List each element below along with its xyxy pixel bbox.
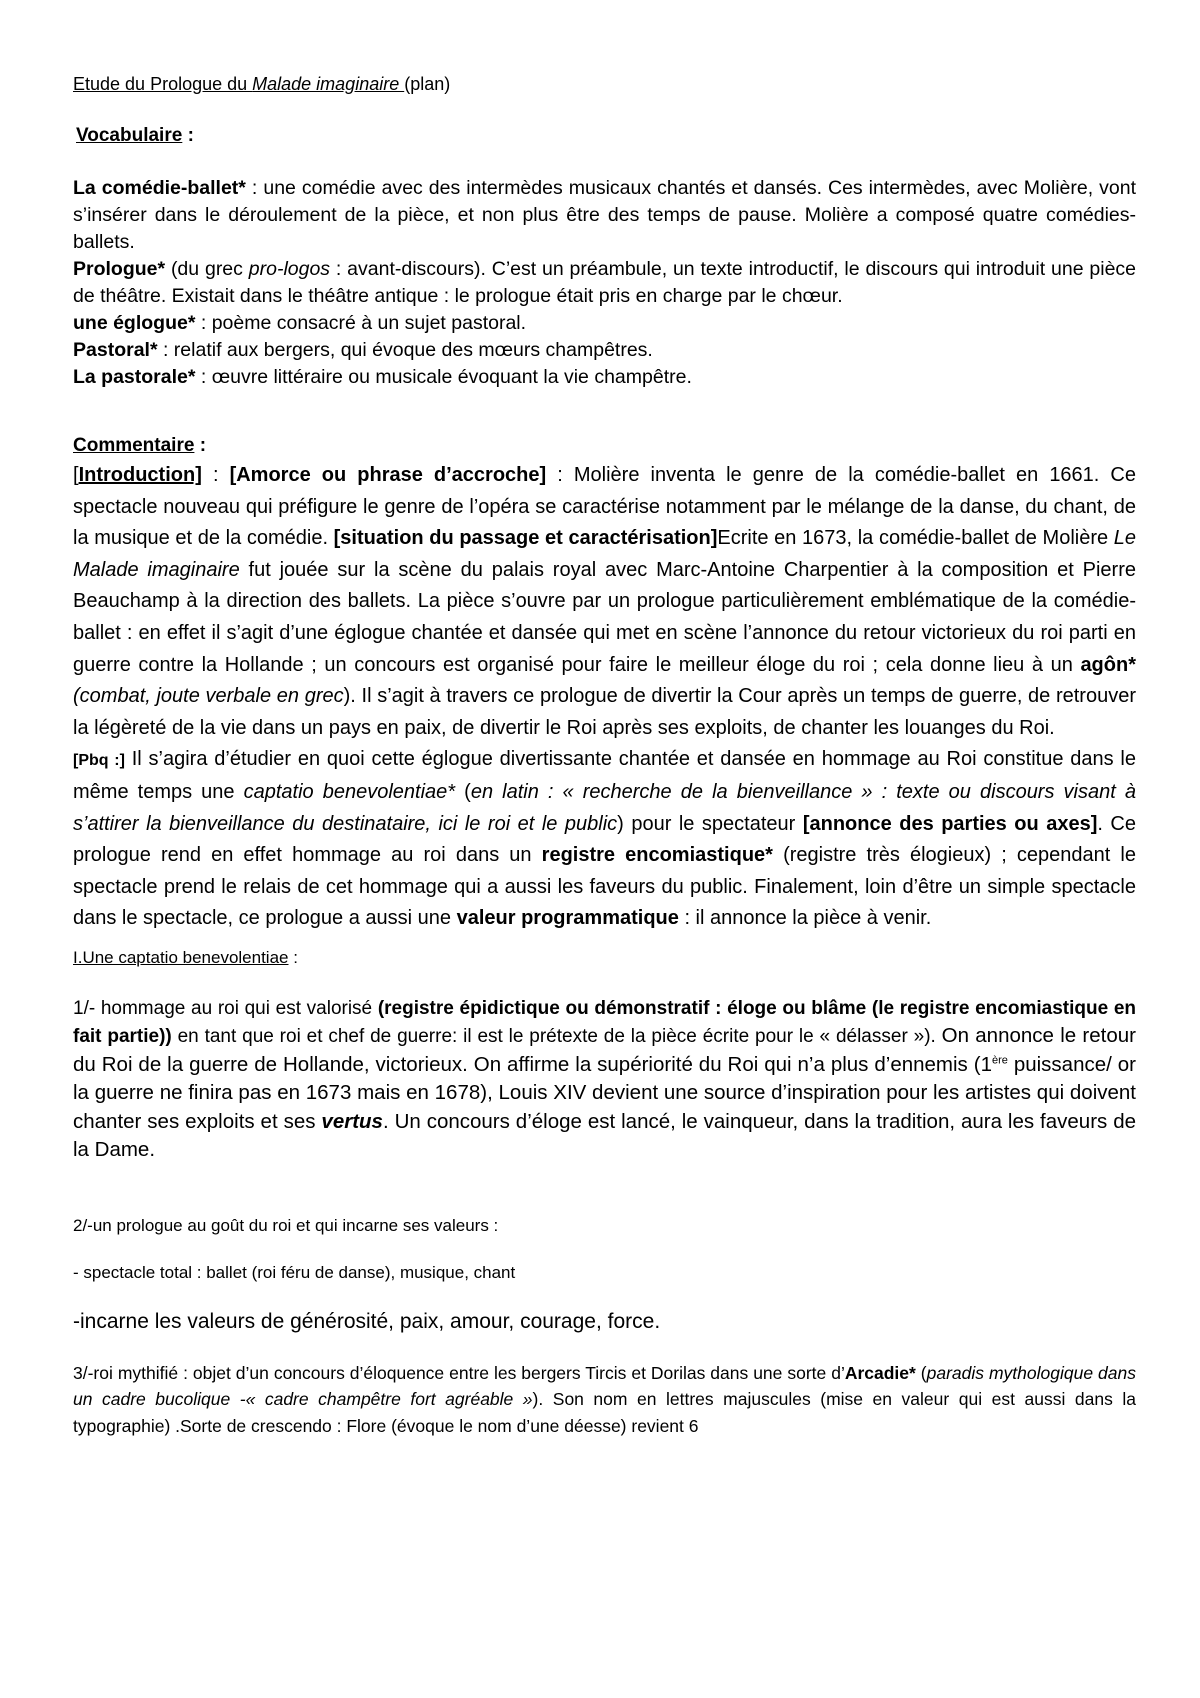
vocabulary-list [73,175,1136,391]
vocab-entry-comedie-ballet: La comédie-ballet* : une comédie avec des intermèdes musicaux chantés et dansés. Ces intermèdes, avec Molière, vont s’insérer dans le déroulement de la pièce, et non plus être des temps de pause. Molière a composé quatre comédies-ballets. [73,177,1136,253]
title-text: Etude du Prologue du [73,74,253,94]
annonce-label: [annonce des parties ou axes] [802,812,1098,835]
intro-label: Introduction] [78,464,202,486]
accroche-label: [Amorce ou phrase d’accroche] [229,464,547,486]
vocab-entry-pastoral: Pastoral* : relatif aux bergers, qui évoque des mœurs champêtres. [73,339,653,361]
pbq-label: [Pbq :] [73,752,125,770]
vocab-entry-eglogue: une églogue* : poème consacré à un sujet pastoral. [73,312,527,334]
title-work-name: Malade imaginaire [252,74,405,94]
section-one-part-2-heading: 2/-un prologue au goût du roi et qui incarne ses valeurs : [73,1215,499,1235]
vocabulary-heading: Vocabulaire : [76,125,194,146]
vocab-entry-pastorale: La pastorale* : œuvre littéraire ou musicale évoquant la vie champêtre. [73,366,692,388]
section-one-part-3 [73,1360,1136,1440]
section-one-part-1 [73,995,1136,1165]
situation-label: [situation du passage et caractérisation] [333,527,718,550]
vocab-entry-prologue: Prologue* (du grec pro-logos : avant-discours). C’est un préambule, un texte introductif, le discours qui introduit une pièce de théâtre. Existait dans le théâtre antique : le prologue était pris en charge par le chœur. [73,258,1137,307]
part-3-paragraph: 3/-roi mythifié : objet d’un concours d’éloquence entre les bergers Tircis et Dorilas dans une sorte d’Arcadie* (paradis mythologique dans un cadre bucolique -« cadre champêtre fort agréable »). Son nom en lettres majuscules (mise en valeur qui est aussi dans la typographie) .Sorte de crescendo : Flore (évoque le nom d’une déesse) revient 6 [73,1362,1136,1436]
commentary-heading: Commentaire : [73,435,207,456]
commentary-introduction [73,460,1136,935]
problematique-paragraph: [Pbq :] Il s’agira d’étudier en quoi cette églogue divertissante chantée et dansée en hommage au Roi constitue dans le même temps une captatio benevolentiae* (en latin : « recherche de la bienveillance » : texte ou discours visant à s’attirer la bienveillance du destinataire, ici le roi et le public) pour le spectateur [annonce des parties ou axes]. Ce prologue rend en effet hommage au roi dans un registre encomiastique* (registre très élogieux) ; cependant le spectacle prend le relais de cet hommage qui a aussi les faveurs du public. Finalement, loin d’être un simple spectacle dans le spectacle, ce prologue a aussi une valeur programmatique : il annonce la pièce à venir. [73,748,1137,930]
part-1-paragraph: 1/- hommage au roi qui est valorisé (registre épidictique ou démonstratif : éloge ou blâme (le registre encomiastique en fait partie)) en tant que roi et chef de guerre: il est le prétexte de la pièce écrite pour le « délasser »). On annonce le retour du Roi de la guerre de Hollande, victorieux. On affirme la supériorité du Roi qui n’a plus d’ennemis (1ère puissance/ or la guerre ne finira pas en 1673 mais en 1678), Louis XIV devient une source d’inspiration pour les artistes qui doivent chanter ses exploits et ses vertus. Un concours d’éloge est lancé, le vainqueur, dans la tradition, aura les faveurs de la Dame. [73,997,1137,1162]
document-title [73,72,1136,96]
title-suffix: (plan) [404,74,451,94]
intro-paragraph: [Introduction] : [Amorce ou phrase d’accroche] : Molière inventa le genre de la comédie-ballet en 1661. Ce spectacle nouveau qui préfigure le genre de l’opéra se caractérise notamment par le mélange de la danse, du chant, de la musique et de la comédie. [situation du passage et caractérisation]Ecrite en 1673, la comédie-ballet de Molière Le Malade imaginaire fut jouée sur la scène du palais royal avec Marc-Antoine Charpentier à la composition et Pierre Beauchamp à la direction des ballets. La pièce s’ouvre par un prologue particulièrement emblématique de la comédie-ballet : en effet il s’agit d’une églogue chantée et dansée qui met en scène l’annonce du retour victorieux du roi parti en guerre contre la Hollande ; un concours est organisé pour faire le meilleur éloge du roi ; cela donne lieu à un agôn*(combat, joute verbale en grec). Il s’agit à travers ce prologue de divertir la Cour après un temps de guerre, de retrouver la légèreté de la vie dans un pays en paix, de divertir le Roi après ses exploits, de chanter les louanges du Roi. [73,464,1136,739]
part-2-line-spectacle: - spectacle total : ballet (roi féru de danse), musique, chant [73,1262,516,1282]
section-one-heading: I.Une captatio benevolentiae : [73,947,298,967]
part-2-line-valeurs: -incarne les valeurs de générosité, paix, amour, courage, force. [73,1309,661,1333]
